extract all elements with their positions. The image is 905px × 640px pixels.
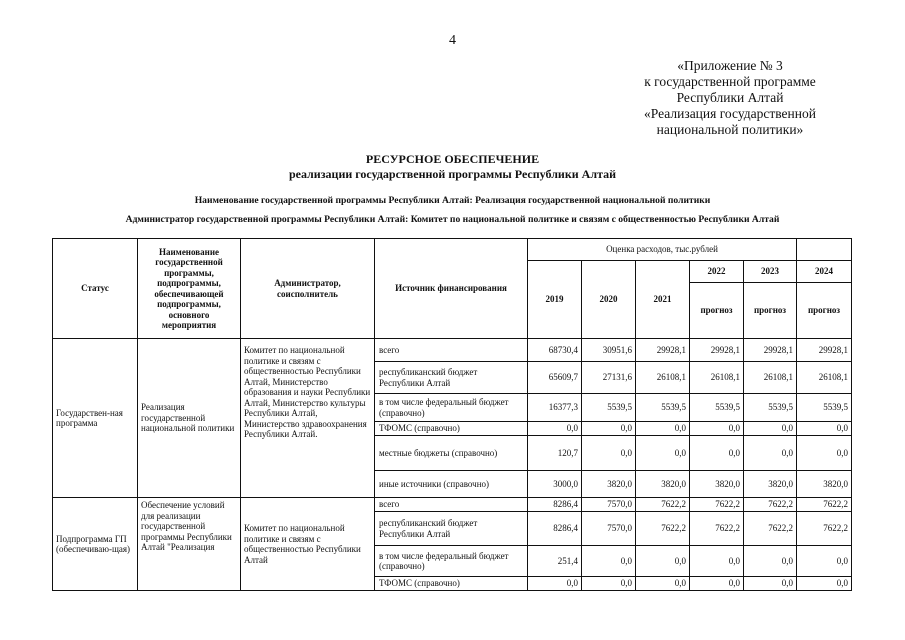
header-estimate: Оценка расходов, тыс.рублей [528, 239, 797, 261]
annex-line-5: национальной политики» [656, 122, 804, 137]
group2-name: Обеспечение условий для реализации государственной программы Республики Алтай "Реализация [138, 498, 241, 591]
group1-row1-v2020: 30951,6 [582, 339, 636, 362]
header-year-2022: 2022 [690, 261, 744, 283]
group2-row4-v2021: 0,0 [636, 577, 690, 591]
group1-row6-v2024: 3820,0 [797, 471, 852, 498]
group1-row3-source: в том числе федеральный бюджет (справочно) [375, 394, 528, 422]
group1-row3-v2022: 5539,5 [690, 394, 744, 422]
group1-status: Государствен-ная программа [53, 339, 138, 498]
group2-row1-v2019: 8286,4 [528, 498, 582, 512]
group2-row2-v2022: 7622,2 [690, 512, 744, 546]
group1-row6-v2019: 3000,0 [528, 471, 582, 498]
group1-row1-v2021: 29928,1 [636, 339, 690, 362]
group2-row1-v2020: 7570,0 [582, 498, 636, 512]
header-year-2020: 2020 [582, 261, 636, 339]
group1-row2-v2022: 26108,1 [690, 362, 744, 394]
group2-row2-v2020: 7570,0 [582, 512, 636, 546]
group2-row3-v2020: 0,0 [582, 546, 636, 577]
header-year-2021: 2021 [636, 261, 690, 339]
group1-row6-v2021: 3820,0 [636, 471, 690, 498]
group1-row4-v2024: 0,0 [797, 422, 852, 436]
header-blank [797, 239, 852, 261]
header-forecast-2023: прогноз [744, 283, 797, 339]
group1-row4-source: ТФОМС (справочно) [375, 422, 528, 436]
title-line-2: реализации государственной программы Республики Алтай [288, 167, 617, 181]
group1-row1-v2023: 29928,1 [744, 339, 797, 362]
annex-line-3: Республики Алтай [676, 90, 784, 105]
group2-row1-source: всего [375, 498, 528, 512]
group2-admin: Комитет по национальной политике и связям с общественностью Республики Алтай [241, 498, 375, 591]
group1-row1-v2022: 29928,1 [690, 339, 744, 362]
group2-status: Подпрограмма ГП (обеспечиваю-щая) [53, 498, 138, 591]
group2-row1-v2022: 7622,2 [690, 498, 744, 512]
group1-row1-source: всего [375, 339, 528, 362]
group2-row2-v2023: 7622,2 [744, 512, 797, 546]
group2-row4-v2022: 0,0 [690, 577, 744, 591]
group1-row2-v2023: 26108,1 [744, 362, 797, 394]
group1-row3-v2023: 5539,5 [744, 394, 797, 422]
group1-row6-source: иные источники (справочно) [375, 471, 528, 498]
group1-row5-source: местные бюджеты (справочно) [375, 436, 528, 471]
annex-line-4: «Реализация государственной [644, 106, 816, 121]
group1-row5-v2023: 0,0 [744, 436, 797, 471]
group1-row5-v2020: 0,0 [582, 436, 636, 471]
group1-row1-v2024: 29928,1 [797, 339, 852, 362]
group1-name: Реализация государственной национальной политики [138, 339, 241, 498]
group2-row3-source: в том числе федеральный бюджет (справочно) [375, 546, 528, 577]
header-admin: Администратор, соисполнитель [241, 239, 375, 339]
resource-table [52, 238, 852, 591]
group1-row4-v2022: 0,0 [690, 422, 744, 436]
annex-line-1: «Приложение № 3 [677, 58, 783, 73]
group2-row1-v2024: 7622,2 [797, 498, 852, 512]
group2-row4-v2023: 0,0 [744, 577, 797, 591]
header-year-2023: 2023 [744, 261, 797, 283]
group1-row2-v2020: 27131,6 [582, 362, 636, 394]
group2-row3-v2019: 251,4 [528, 546, 582, 577]
group1-row3-v2021: 5539,5 [636, 394, 690, 422]
header-source: Источник финансирования [375, 239, 528, 339]
header-year-2024: 2024 [797, 261, 852, 283]
header-name: Наименование государственной программы, подпрограммы, обеспечивающей подпрограммы, основного мероприятия [138, 239, 241, 339]
group1-row4-v2021: 0,0 [636, 422, 690, 436]
group2-row1-v2023: 7622,2 [744, 498, 797, 512]
group2-row1-v2021: 7622,2 [636, 498, 690, 512]
title-line-1: РЕСУРСНОЕ ОБЕСПЕЧЕНИЕ [365, 152, 540, 166]
group2-row4-v2020: 0,0 [582, 577, 636, 591]
group2-row3-v2024: 0,0 [797, 546, 852, 577]
header-forecast-2024: прогноз [797, 283, 852, 339]
group1-row4-v2020: 0,0 [582, 422, 636, 436]
group2-row4-v2019: 0,0 [528, 577, 582, 591]
group1-row3-v2019: 16377,3 [528, 394, 582, 422]
group1-row6-v2023: 3820,0 [744, 471, 797, 498]
group1-row6-v2022: 3820,0 [690, 471, 744, 498]
group2-row2-v2024: 7622,2 [797, 512, 852, 546]
group1-row2-v2021: 26108,1 [636, 362, 690, 394]
header-status: Статус [53, 239, 138, 339]
group2-row3-v2021: 0,0 [636, 546, 690, 577]
group1-row5-v2024: 0,0 [797, 436, 852, 471]
group1-row2-v2024: 26108,1 [797, 362, 852, 394]
group1-row3-v2020: 5539,5 [582, 394, 636, 422]
header-forecast-2022: прогноз [690, 283, 744, 339]
header-year-2019: 2019 [528, 261, 582, 339]
group2-row3-v2023: 0,0 [744, 546, 797, 577]
page-number: 4 [449, 33, 456, 48]
group1-row4-v2019: 0,0 [528, 422, 582, 436]
program-name: Наименование государственной программы Республики Алтай: Реализация государственной национальной политики [194, 195, 711, 206]
group2-row4-source: ТФОМС (справочно) [375, 577, 528, 591]
group2-row2-source: республиканский бюджет Республики Алтай [375, 512, 528, 546]
group1-row6-v2020: 3820,0 [582, 471, 636, 498]
group1-admin: Комитет по национальной политике и связям с общественностью Республики Алтай, Министерство образования и науки Республики Алтай, Министерство культуры Республики Алтай, Министерство здравоохранения Республики Алтай. [241, 339, 375, 498]
group2-row3-v2022: 0,0 [690, 546, 744, 577]
group2-row2-v2021: 7622,2 [636, 512, 690, 546]
group1-row5-v2021: 0,0 [636, 436, 690, 471]
group1-row4-v2023: 0,0 [744, 422, 797, 436]
annex-line-2: к государственной программе [644, 74, 816, 89]
group1-row2-v2019: 65609,7 [528, 362, 582, 394]
group1-row5-v2019: 120,7 [528, 436, 582, 471]
group2-row2-v2019: 8286,4 [528, 512, 582, 546]
group1-row5-v2022: 0,0 [690, 436, 744, 471]
program-administrator: Администратор государственной программы Республики Алтай: Комитет по национальной политике и связям с общественностью Республики Алтай [125, 214, 780, 225]
group1-row2-source: республиканский бюджет Республики Алтай [375, 362, 528, 394]
group2-row4-v2024: 0,0 [797, 577, 852, 591]
group1-row1-v2019: 68730,4 [528, 339, 582, 362]
group1-row3-v2024: 5539,5 [797, 394, 852, 422]
